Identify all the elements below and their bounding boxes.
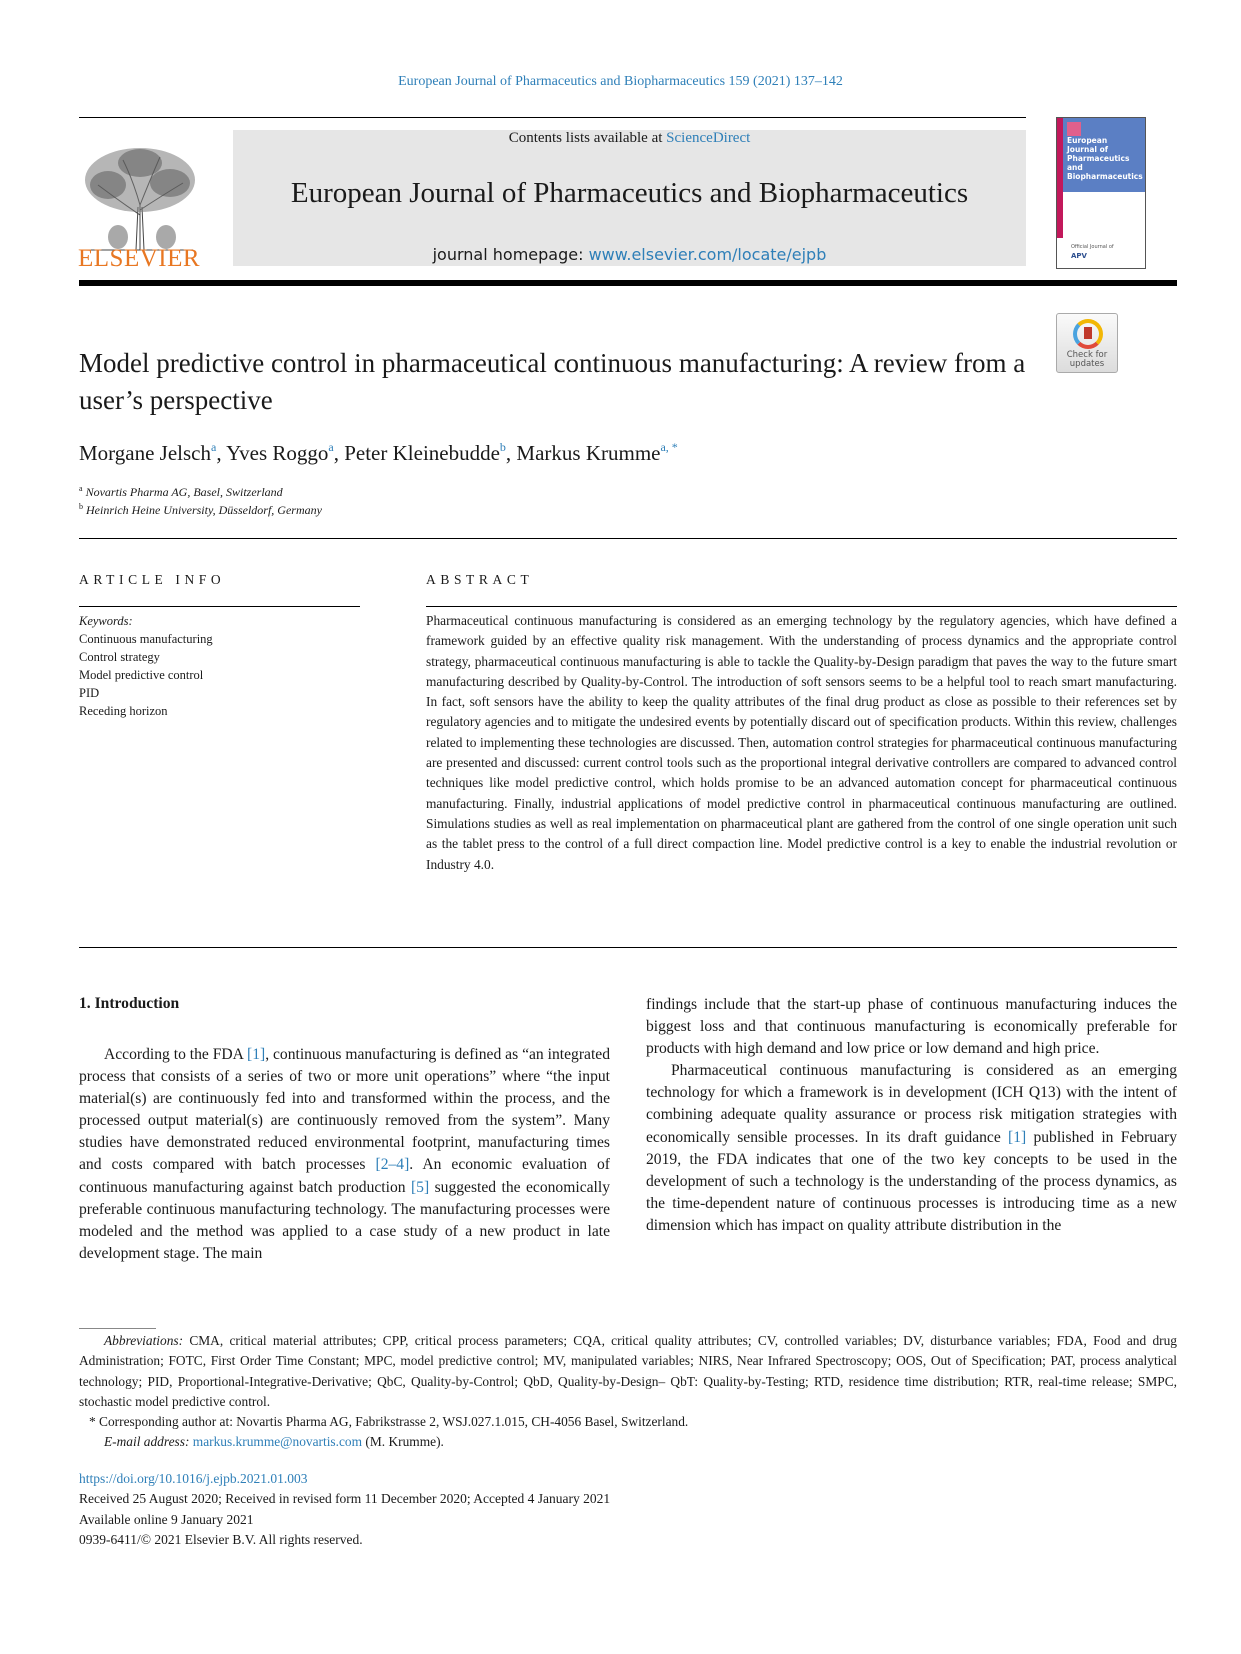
doi-link[interactable]: https://doi.org/10.1016/j.ejpb.2021.01.003 [79,1471,308,1486]
received-dates: Received 25 August 2020; Received in revised form 11 December 2020; Accepted 4 January 2021 [79,1491,611,1507]
abbreviations-footnote: Abbreviations: CMA, critical material attributes; CPP, critical process parameters; CQA, critical quality attributes; CV, controlled variables; DV, disturbance variables; FDA, Food and drug Administration; FOTC, First Order Time Constant; MPC, model predictive control; MV, manipulated variables; NIRS, Near Infrared Spectroscopy; OOS, Out of Specification; PAT, process analytical technology; PID, Proportional-Integrative-Derivative; QbC, Quality-by-Control; QbD, Quality-by-Design– QbT: Quality-by-Testing; RTD, residence time distribution; RTR, real-time release; SMPC, stochastic model predictive control. [79,1333,1177,1409]
cover-title: European Journal of Pharmaceutics and Biopharmaceutics [1067,136,1143,181]
reference-link[interactable]: [1] [1008,1128,1027,1146]
author-name[interactable]: Markus Krumme [516,441,661,465]
abstract-heading: ABSTRACT [426,572,534,587]
affiliation: $^b$ Heinrich Heine University, Düsseldorf, Germany [79,502,322,517]
header-rule-bottom [79,280,1177,286]
email-footnote: E-mail address: markus.krumme@novartis.com (M. Krumme). [104,1434,444,1450]
journal-masthead [233,130,1026,266]
affiliation-marker[interactable]: b [499,440,506,454]
journal-homepage-link[interactable]: www.elsevier.com/locate/ejpb [588,245,827,264]
keywords-label: Keywords: [79,614,133,628]
article-title: Model predictive control in pharmaceutical continuous manufacturing: A review from a user’s perspective [79,348,1026,415]
author-list: Morgane Jelsch$^a$, Yves Roggo$^a$, Peter Kleinebudde$^b$, Markus Krumme$^{a, *}$ [79,440,678,465]
journal-cover-thumbnail[interactable]: European Journal of Pharmaceutics and Biopharmaceutics Official Journal of APV [1056,117,1146,269]
affiliation-marker[interactable]: a, * [660,440,678,454]
check-for-updates-button[interactable]: Check for updates [1056,313,1118,373]
body-column-left [79,1044,610,1265]
keyword: Model predictive control [79,668,204,682]
sciencedirect-link[interactable]: ScienceDirect [666,130,751,146]
paragraph: Pharmaceutical continuous manufacturing is considered as an emerging technology for which a framework is in development (ICH Q13) with the intent of combining adequate quality assurance or process risk mitigation strategies with economically sensible processes. In its draft guidance [1] published in February 2019, the FDA indicates that one of the two key concepts to be used in the development of such a technology is the understanding of the process dynamics, as the time-dependent nature of continuous processes is introducing time as a new dimension which has impact on quality attribute distribution in the [646,1062,1178,1234]
divider [79,947,1177,948]
journal-citation[interactable]: European Journal of Pharmaceutics and Biopharmaceutics 159 (2021) 137–142 [398,74,843,89]
corresponding-author-footnote: * Corresponding author at: Novartis Pharma AG, Fabrikstrasse 2, WSJ.027.1.015, CH-4056 Basel, Switzerland. [89,1414,689,1430]
reference-link[interactable]: [1] [247,1046,266,1063]
author-name[interactable]: Morgane Jelsch [79,441,211,465]
footnotes [79,1331,1177,1453]
paragraph: According to the FDA [1], continuous manufacturing is defined as “an integrated process that consists of a series of two or more unit operations” where “the input material(s) are continuously fed into and transformed within the process, and the processed output material(s) are continuously removed from the system”. Many studies have demonstrated reduced environmental footprint, manufacturing times and costs compared with batch processes [2–4]. An economic evaluation of continuous manufacturing against batch production [5] suggested the economically preferable continuous manufacturing technology. The manufacturing processes were modeled and the method was applied to a case study of a new product in late development stage. The main [79,1046,610,1262]
footnote-rule [79,1328,156,1329]
keyword: PID [79,686,100,700]
journal-homepage-line: journal homepage: www.elsevier.com/locate/ejpb [432,245,827,264]
keyword: Continuous manufacturing [79,632,213,646]
section-heading-introduction: 1. Introduction [79,995,180,1012]
affiliation: $^a$ Novartis Pharma AG, Basel, Switzerland [79,484,283,499]
keywords-list [79,612,213,720]
body-column-right [646,994,1177,1237]
author-name[interactable]: Yves Roggo [226,441,329,465]
email-link[interactable]: markus.krumme@novartis.com [192,1434,363,1450]
bookmark-icon [1084,327,1092,339]
publication-info [79,1469,610,1550]
divider [79,606,360,607]
contents-available-line: Contents lists available at ScienceDirect [508,130,751,146]
divider [426,606,1177,607]
affiliation-marker[interactable]: a [328,440,334,454]
keyword: Receding horizon [79,704,168,718]
copyright: 0939-6411/© 2021 Elsevier B.V. All rights reserved. [79,1531,363,1547]
reference-link[interactable]: [2–4] [375,1156,410,1174]
abstract-text: Pharmaceutical continuous manufacturing is considered as an emerging technology by the regulatory agencies, which have defined a framework guided by an effective quality risk management. With the understanding of process dynamics and the appropriate control strategy, pharmaceutical continuous manufacturing is able to tackle the Quality-by-Design paradigm that paves the way to the future smart manufacturing described by Quality-by-Control. The introduction of soft sensors seems to be a helpful tool to reach smart manufacturing. In fact, soft sensors have the ability to keep the quality attributes of the final drug product as close as possible to their references set by regulatory agencies and to mitigate the undesired events by potentially discard out of specification products. Within this review, challenges related to implementing these technologies are discussed. Then, automation control strategies for pharmaceutical continuous manufacturing are presented and discussed: current control tools such as the proportional integral derivative controllers are compared to advanced control techniques like model predictive control, which holds promise to be an advanced automation concept for pharmaceutical continuous manufacturing. Finally, industrial applications of model predictive control in pharmaceutical continuous manufacturing are outlined. Simulations studies as well as real implementation on pharmaceutical plant are gathered from the control of one single operation unit such as the tablet press to the control of a full direct compaction line. Model predictive control is a key to enable the industrial revolution or Industry 4.0. [426,613,1177,872]
reference-link[interactable]: [5] [410,1178,430,1196]
apv-logo: APV [1071,252,1087,260]
article-info-heading: ARTICLE INFO [79,572,226,587]
divider [79,538,1177,539]
header-rule-top [79,117,1026,118]
journal-name: European Journal of Pharmaceutics and Biopharmaceutics [290,177,969,209]
affiliation-marker[interactable]: a [211,440,217,454]
author-name[interactable]: Peter Kleinebudde [344,441,500,465]
keyword: Control strategy [79,650,160,664]
paragraph: findings include that the start-up phase of continuous manufacturing induces the biggest loss and that continuous manufacturing is economically preferable for products with high demand and low price or low demand and high price. [646,996,1177,1058]
elsevier-wordmark: ELSEVIER [78,245,201,272]
available-online: Available online 9 January 2021 [79,1511,254,1527]
